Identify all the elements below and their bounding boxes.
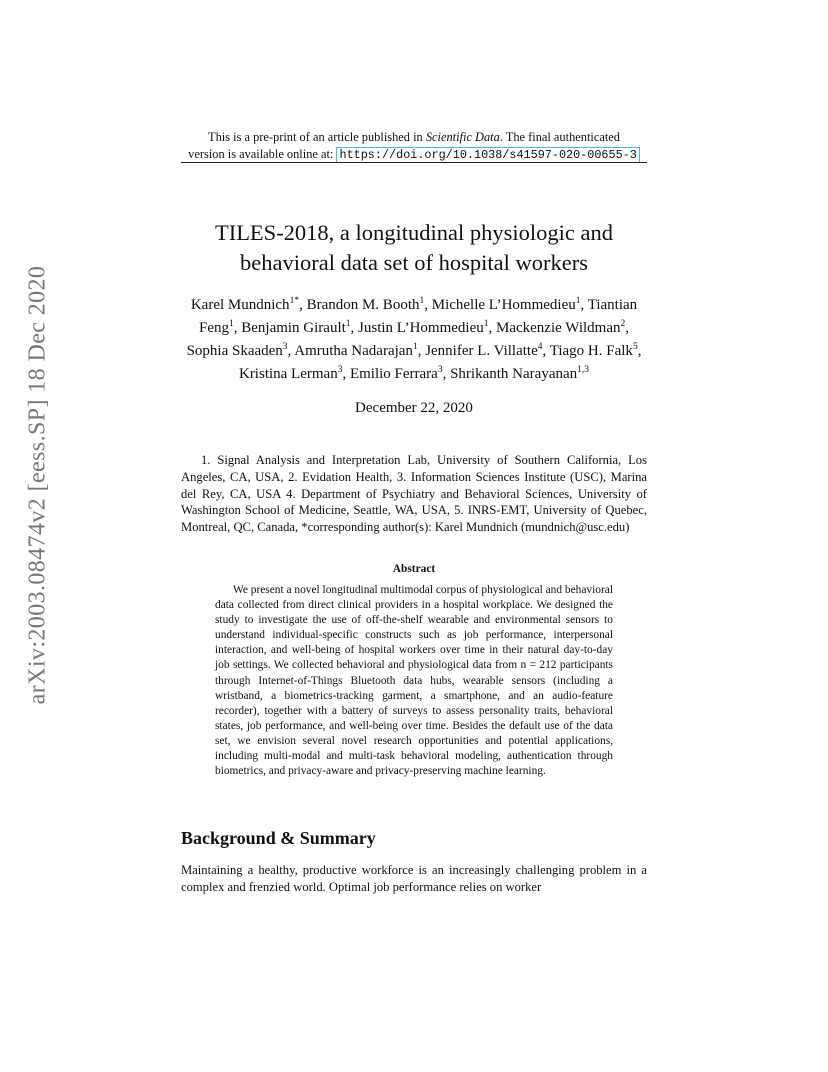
abstract [215,583,613,779]
author-affiliation-mark: 1 [575,296,581,306]
preprint-line1-prefix: This is a pre-print of an article published in [208,130,426,144]
preprint-line-1 [181,129,647,146]
author-name: Tiantian Feng [198,297,638,336]
author [307,297,425,313]
section-text: Maintaining a healthy, productive workforce is an increasingly challenging problem in a complex and frenzied world. Optimal job performance relies on worker [181,863,647,894]
author-name: Karel Mundnich [190,297,290,313]
author-affiliation-mark: 1 [419,296,425,306]
author-affiliation-mark: 1 [228,319,234,329]
author [294,343,417,359]
author-name: Brandon M. Booth [306,297,420,313]
abstract-text: We present a novel longitudinal multimodal corpus of physiological and behavioral data collected from direct clinical providers in a hospital workplace. We designed the study to investigate the use of off-the-shelf wearable and environmental sensors to understand individual-specific constructs such as job performance, interpersonal interaction, and well-being of hospital workers over time in their natural day-to-day job settings. We collected behavioral and physiological data from n = 212 participants through Internet-of-Things Bluetooth data hubs, wearable sensors (including a wristband, a biometrics-tracking garment, a smartphone, and an audio-feature recorder), together with a battery of surveys to assess personality traits, behavioral states, job performance, and well-being over time. Besides the default use of the data set, we envision several novel research opportunities and potential applications, including multi-modal and multi-task behavioral modeling, authentication through biometrics, and privacy-aware and privacy-preserving machine learning. [215,584,613,778]
section-body [181,862,647,896]
author-name: Sophia Skaaden [186,343,283,359]
header-rule [181,162,647,163]
author-affiliation-mark: 3 [437,365,443,375]
journal-name: Scientific Data [425,130,500,144]
affiliations-text: 1. Signal Analysis and Interpretation Lab, University of Southern California, Los Angeles, CA, USA, 2. Evidation Health, 3. Information Sciences Institute (USC), Marina del Rey, CA, USA 4. Department of Psychiatry and Behavioral Sciences, University of Washington School of Medicine, Seattle, WA, USA, 5. INRS-EMT, University of Quebec, Montreal, QC, Canada, *corresponding author(s): Karel Mundnich (mundnich@usc.edu) [181,453,647,535]
author-name: Amrutha Nadarajan [294,343,413,359]
author-name: Benjamin Girault [241,320,346,336]
author-affiliation-mark: 3 [282,342,288,352]
preprint-line2-prefix: version is available online at: [188,147,337,161]
paper-date: December 22, 2020 [355,400,473,416]
author [425,343,542,359]
author-affiliation-mark: 1 [412,342,418,352]
author-name: Shrikanth Narayanan [450,366,578,382]
author-name: Justin L’Hommedieu [358,320,484,336]
preprint-notice [181,129,647,164]
preprint-line1-suffix: . The final authenticated [499,130,620,144]
author-affiliation-mark: 1,3 [577,365,590,375]
author-affiliation-mark: 1 [483,319,489,329]
paper-title: TILES-2018, a longitudinal physiologic and behavioral data set of hospital workers [214,220,614,275]
affiliations [181,452,647,536]
author-name: Emilio Ferrara [349,366,438,382]
author-affiliation-mark: 1 [345,319,351,329]
author-name: Tiago H. Falk [549,343,633,359]
author-name: Michelle L’Hommedieu [431,297,576,313]
author [358,320,488,336]
author [450,366,589,382]
author-name: Kristina Lerman [238,366,338,382]
doi-link[interactable]: https://doi.org/10.1038/s41597-020-00655-3 [336,147,639,163]
author [239,366,342,382]
author [496,320,625,336]
abstract-heading: Abstract [392,563,436,575]
arxiv-stamp-text: arXiv:2003.08474v2 [eess.SP] 18 Dec 2020 [24,265,51,705]
author-affiliation-mark: 5 [632,342,638,352]
author-name: Mackenzie Wildman [496,320,621,336]
author [191,297,299,313]
author-name: Jennifer L. Villatte [425,343,538,359]
author [550,343,638,359]
author [350,366,443,382]
author [187,343,288,359]
author-affiliation-mark: 4 [537,342,543,352]
arxiv-stamp [18,265,58,705]
author-affiliation-mark: 2 [620,319,626,329]
author-affiliation-mark: 3 [337,365,343,375]
author [241,320,350,336]
author-list: Karel Mundnich$^{1*}$, Brandon M. Booth$^1$, Michelle L’Hommedieu$^1$, Tiantian Feng$^1$, Benjamin Girault$^1$, Justin L’Hommedieu$^1$, Mackenzie Wildman$^2$, Sophia Skaaden$^3$, Amrutha Nadarajan$^1$, Jennifer L. Villatte$^4$, Tiago H. Falk$^5$, Kristina Lerman$^3$, Emilio Ferrara$^3$, Shrikanth Narayanan$^{1,3}$ [186,296,642,382]
author-affiliation-mark: 1* [289,296,300,306]
section-heading: Background & Summary [181,828,376,848]
author [432,297,581,313]
